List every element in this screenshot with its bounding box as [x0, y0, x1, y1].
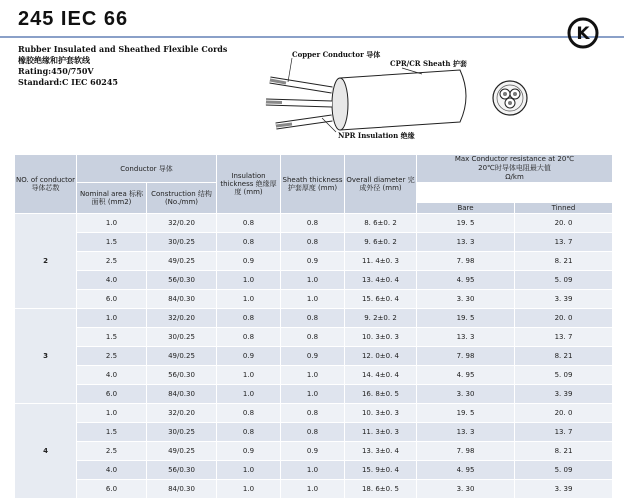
tinned-cell: 8. 21: [515, 252, 613, 271]
header-resistance: [417, 155, 613, 183]
tinned-cell: 5. 09: [515, 366, 613, 385]
nominal-area-cell: 2.5: [77, 442, 147, 461]
construction-cell: 49/0.25: [147, 347, 217, 366]
construction-cell: 30/0.25: [147, 423, 217, 442]
bare-cell: 3. 30: [417, 480, 515, 499]
insulation-cell: 0.8: [217, 233, 281, 252]
construction-cell: 32/0.20: [147, 404, 217, 423]
construction-cell: 32/0.20: [147, 214, 217, 233]
sheath-cell: 1.0: [281, 461, 345, 480]
sheath-cell: 0.8: [281, 328, 345, 347]
overall-cell: 10. 3±0. 3: [345, 328, 417, 347]
bare-cell: 19. 5: [417, 404, 515, 423]
insulation-cell: 1.0: [217, 385, 281, 404]
construction-cell: 49/0.25: [147, 442, 217, 461]
sheath-cell: 0.8: [281, 404, 345, 423]
nominal-area-cell: 1.0: [77, 214, 147, 233]
sheath-cell: 1.0: [281, 290, 345, 309]
spec-table-header: [15, 155, 613, 214]
bare-cell: 4. 95: [417, 461, 515, 480]
bare-cell: 13. 3: [417, 423, 515, 442]
construction-cell: 30/0.25: [147, 233, 217, 252]
tinned-cell: 20. 0: [515, 309, 613, 328]
overall-cell: 12. 0±0. 4: [345, 347, 417, 366]
insulation-cell: 0.9: [217, 347, 281, 366]
nominal-area-cell: 4.0: [77, 461, 147, 480]
nominal-area-cell: 2.5: [77, 252, 147, 271]
header-sheath: Sheath thickness 护套厚度 (mm): [281, 155, 345, 214]
insulation-cell: 1.0: [217, 271, 281, 290]
overall-cell: 18. 6±0. 5: [345, 480, 417, 499]
overall-cell: 15. 6±0. 4: [345, 290, 417, 309]
product-description: [18, 44, 268, 88]
bare-cell: 7. 98: [417, 442, 515, 461]
header-resistance-en: Max Conductor resistance at 20℃: [454, 155, 575, 163]
overall-cell: 8. 6±0. 2: [345, 214, 417, 233]
construction-cell: 32/0.20: [147, 309, 217, 328]
insulation-cell: 0.9: [217, 442, 281, 461]
nominal-area-cell: 1.5: [77, 233, 147, 252]
tinned-cell: 8. 21: [515, 442, 613, 461]
sheath-cell: 1.0: [281, 480, 345, 499]
sheath-end: [332, 78, 348, 130]
overall-cell: 14. 4±0. 4: [345, 366, 417, 385]
cores-cell: 2: [15, 214, 77, 309]
header-conductor: Conductor 导体: [77, 155, 217, 183]
page-title: 245 IEC 66: [18, 8, 129, 30]
overall-cell: 16. 8±0. 5: [345, 385, 417, 404]
nominal-area-cell: 6.0: [77, 290, 147, 309]
tinned-cell: 5. 09: [515, 271, 613, 290]
header-resistance-unit: Ω/km: [505, 173, 524, 181]
tinned-cell: 3. 39: [515, 480, 613, 499]
insulation-cell: 0.9: [217, 252, 281, 271]
header-construction: Construction 结构 (No./mm): [147, 183, 217, 214]
desc-rating: Rating:450/750V: [18, 66, 94, 76]
sheath-cell: 0.9: [281, 252, 345, 271]
sheath-cell: 0.8: [281, 233, 345, 252]
tinned-cell: 3. 39: [515, 290, 613, 309]
insulation-cell: 0.8: [217, 404, 281, 423]
nominal-area-cell: 1.5: [77, 328, 147, 347]
overall-cell: 9. 2±0. 2: [345, 309, 417, 328]
bare-cell: 7. 98: [417, 347, 515, 366]
insulation-cell: 0.8: [217, 214, 281, 233]
bare-cell: 13. 3: [417, 328, 515, 347]
desc-chinese-name: 橡胶绝缘和护套软线: [18, 55, 90, 65]
insulation-cell: 0.8: [217, 328, 281, 347]
overall-cell: 11. 4±0. 3: [345, 252, 417, 271]
bare-cell: 13. 3: [417, 233, 515, 252]
bare-cell: 4. 95: [417, 366, 515, 385]
nominal-area-cell: 6.0: [77, 480, 147, 499]
insulation-cell: 1.0: [217, 290, 281, 309]
overall-cell: 10. 3±0. 3: [345, 404, 417, 423]
cores-cell: 3: [15, 309, 77, 404]
sheath-shape: [340, 70, 466, 130]
bare-cell: 19. 5: [417, 309, 515, 328]
cable-diagram: [262, 46, 612, 146]
tinned-cell: 3. 39: [515, 385, 613, 404]
insulation-cell: 1.0: [217, 366, 281, 385]
spec-table-body: [15, 214, 613, 499]
overall-cell: 9. 6±0. 2: [345, 233, 417, 252]
header-insulation: Insulation thickness 绝缘厚度 (mm): [217, 155, 281, 214]
construction-cell: 56/0.30: [147, 366, 217, 385]
sheath-cell: 0.9: [281, 442, 345, 461]
header-tinned-label: Tinned: [515, 203, 613, 214]
bare-cell: 3. 30: [417, 290, 515, 309]
sheath-cell: 0.8: [281, 309, 345, 328]
title-divider: [0, 36, 624, 38]
tinned-cell: 20. 0: [515, 404, 613, 423]
nominal-area-cell: 6.0: [77, 385, 147, 404]
construction-cell: 56/0.30: [147, 271, 217, 290]
nominal-area-cell: 4.0: [77, 366, 147, 385]
insulation-cell: 0.8: [217, 423, 281, 442]
sheath-cell: 0.8: [281, 214, 345, 233]
tinned-cell: 13. 7: [515, 423, 613, 442]
header-overall: Overall diameter 完成外径 (mm): [345, 155, 417, 214]
tinned-cell: 13. 7: [515, 328, 613, 347]
brand-logo-letter: K: [576, 24, 590, 44]
construction-cell: 84/0.30: [147, 385, 217, 404]
nominal-area-cell: 4.0: [77, 271, 147, 290]
construction-cell: 84/0.30: [147, 480, 217, 499]
tinned-cell: 20. 0: [515, 214, 613, 233]
header-nominal-area: Nominal area 标称面积 (mm2): [77, 183, 147, 214]
sheath-cell: 1.0: [281, 385, 345, 404]
header-cores: NO. of conductor 导体芯数: [15, 155, 77, 214]
overall-cell: 13. 3±0. 4: [345, 442, 417, 461]
overall-cell: 11. 3±0. 3: [345, 423, 417, 442]
construction-cell: 49/0.25: [147, 252, 217, 271]
bare-cell: 19. 5: [417, 214, 515, 233]
sheath-cell: 1.0: [281, 271, 345, 290]
label-sheath: CPR/CR Sheath 护套: [390, 59, 467, 68]
overall-cell: 15. 9±0. 4: [345, 461, 417, 480]
sheath-cell: 1.0: [281, 366, 345, 385]
bare-cell: 4. 95: [417, 271, 515, 290]
label-insulation: NPR Insulation 绝缘: [338, 131, 415, 140]
tinned-cell: 5. 09: [515, 461, 613, 480]
construction-cell: 84/0.30: [147, 290, 217, 309]
sheath-cell: 0.8: [281, 423, 345, 442]
insulation-cell: 1.0: [217, 461, 281, 480]
desc-standard: Standard:C IEC 60245: [18, 77, 118, 87]
bare-cell: 3. 30: [417, 385, 515, 404]
construction-cell: 30/0.25: [147, 328, 217, 347]
label-copper-conductor: Copper Conductor 导体: [292, 50, 381, 59]
spec-table: [14, 154, 613, 499]
insulation-cell: 1.0: [217, 480, 281, 499]
nominal-area-cell: 1.5: [77, 423, 147, 442]
bare-cell: 7. 98: [417, 252, 515, 271]
nominal-area-cell: 1.0: [77, 404, 147, 423]
cores-cell: 4: [15, 404, 77, 499]
insulation-cell: 0.8: [217, 309, 281, 328]
header-bare-label: Bare: [417, 203, 515, 214]
nominal-area-cell: 2.5: [77, 347, 147, 366]
brand-logo: [566, 16, 600, 50]
construction-cell: 56/0.30: [147, 461, 217, 480]
tinned-cell: 13. 7: [515, 233, 613, 252]
overall-cell: 13. 4±0. 4: [345, 271, 417, 290]
tinned-cell: 8. 21: [515, 347, 613, 366]
header-resistance-cn: 20℃时导体电阻最大值: [478, 164, 551, 172]
nominal-area-cell: 1.0: [77, 309, 147, 328]
desc-english-name: Rubber Insulated and Sheathed Flexible Cords: [18, 44, 228, 54]
sheath-cell: 0.9: [281, 347, 345, 366]
